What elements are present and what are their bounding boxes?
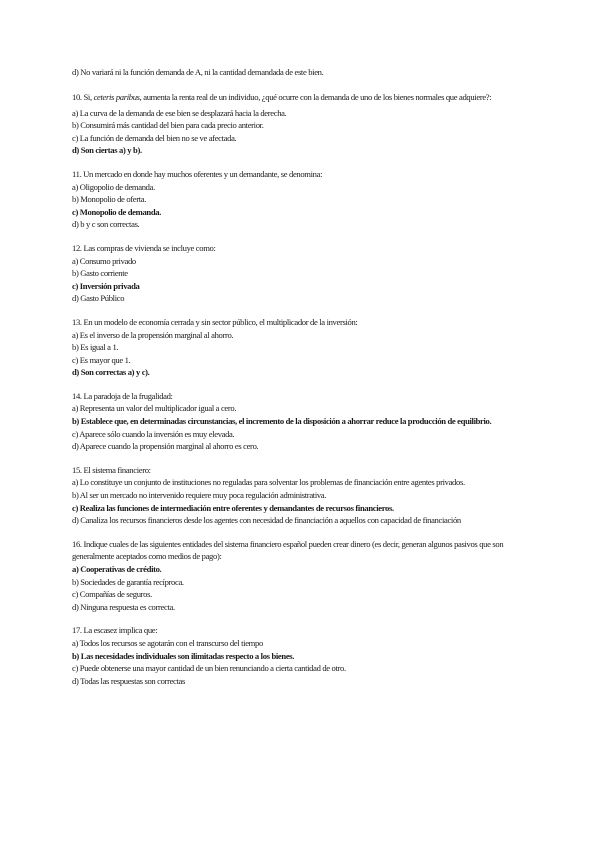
answer-c: c) La función de demanda del bien no se ve afectada.: [72, 132, 237, 143]
question-11: [72, 168, 528, 231]
answer-a: a) Es el inverso de la propensión marginal al ahorro.: [72, 329, 234, 340]
question-14: [72, 390, 528, 453]
answer-a: a) Representa un valor del multiplicador igual a cero.: [72, 403, 237, 414]
answer-c-correct: c) Monopolio de demanda.: [72, 206, 162, 217]
answer-a: a) Todos los recursos se agotarán con el transcurso del tiempo: [72, 637, 263, 648]
document-page: [72, 66, 528, 698]
answer-c: c) Aparece sólo cuando la inversión es muy elevada.: [72, 428, 235, 439]
answer-d: d) Ninguna respuesta es correcta.: [72, 601, 175, 612]
answer-d: d) Canaliza los recursos financieros desde los agentes con necesidad de financiación a aquellos con capacidad de financiación: [72, 515, 461, 526]
answer-b: b) Consumirá más cantidad del bien para cada precio anterior.: [72, 120, 264, 131]
header-suffix: , aumenta la renta real de un individuo, ¿qué ocurre con la demanda de uno de los bienes normales que adquiere?:: [139, 91, 492, 102]
answer-d-correct: d) Son correctas a) y c).: [72, 367, 150, 378]
question-header: 16. Indique cuales de las siguientes entidades del sistema financiero español pueden crear dinero (es decir, generan algunos pasivos que son generalmente aceptados como medios de pago):: [72, 538, 504, 562]
question-header: [72, 90, 528, 105]
question-header: 17. La escasez implica que:: [72, 625, 158, 636]
question-13: [72, 316, 528, 379]
question-header: 11. Un mercado en donde hay muchos oferentes y un demandante, se denomina:: [72, 168, 323, 179]
answer-d: d) No variará ni la función demanda de A, ni la cantidad demandada de este bien.: [72, 67, 324, 77]
answer-d: d) Gasto Público: [72, 293, 125, 304]
question-9-fragment: [72, 66, 528, 79]
question-header: 12. Las compras de vivienda se incluye como:: [72, 242, 216, 253]
answer-c: c) Compañías de seguros.: [72, 589, 152, 600]
answer-c-correct: c) Realiza las funciones de intermediación entre oferentes y demandantes de recursos financieros.: [72, 502, 394, 513]
question-12: [72, 242, 528, 305]
answer-d: d) b y c son correctas.: [72, 219, 140, 230]
question-header: 14. La paradoja de la frugalidad:: [72, 390, 173, 401]
answer-a: a) Oligopolio de demanda.: [72, 181, 155, 192]
answer-c: c) Es mayor que 1.: [72, 354, 131, 365]
question-header: 15. El sistema financiero:: [72, 464, 151, 475]
answer-d: d) Todas las respuestas son correctas: [72, 675, 186, 686]
answer-b: b) Monopolio de oferta.: [72, 194, 147, 205]
question-10: [72, 90, 528, 157]
question-17: [72, 624, 528, 687]
answer-b-correct: b) Establece que, en determinadas circunstancias, el incremento de la disposición a ahorrar reduce la producción de equilibrio.: [72, 416, 492, 427]
answer-c-correct: c) Inversión privada: [72, 280, 140, 291]
answer-b: b) Gasto corriente: [72, 268, 128, 279]
answer-a: a) Consumo privado: [72, 255, 136, 266]
question-header: 13. En un modelo de economía cerrada y sin sector público, el multiplicador de la inversión:: [72, 316, 358, 327]
question-15: [72, 464, 528, 527]
answer-a-correct: a) Cooperativas de crédito.: [72, 564, 162, 574]
answer-b: b) Sociedades de garantía recíproca.: [72, 576, 184, 587]
answer-a: a) La curva de la demanda de ese bien se desplazará hacia la derecha.: [72, 107, 287, 118]
answer-b-correct: b) Las necesidades individuales son ilimitadas respecto a los bienes.: [72, 650, 295, 661]
answer-b: b) Al ser un mercado no intervenido requiere muy poca regulación administrativa.: [72, 490, 327, 501]
header-prefix: 10. Si,: [72, 91, 94, 102]
answer-b: b) Es igual a 1.: [72, 342, 119, 353]
answer-d-correct: d) Son ciertas a) y b).: [72, 145, 142, 156]
question-16: [72, 538, 528, 614]
answer-d: d) Aparece cuando la propensión marginal al ahorro es cero.: [72, 441, 259, 452]
header-italic: ceteris paribus: [93, 91, 140, 102]
answer-c: c) Puede obtenerse una mayor cantidad de un bien renunciando a cierta cantidad de otro.: [72, 663, 346, 674]
answer-a: a) Lo constituye un conjunto de instituciones no reguladas para solventar los problemas de financiación entre agentes privados.: [72, 477, 465, 488]
